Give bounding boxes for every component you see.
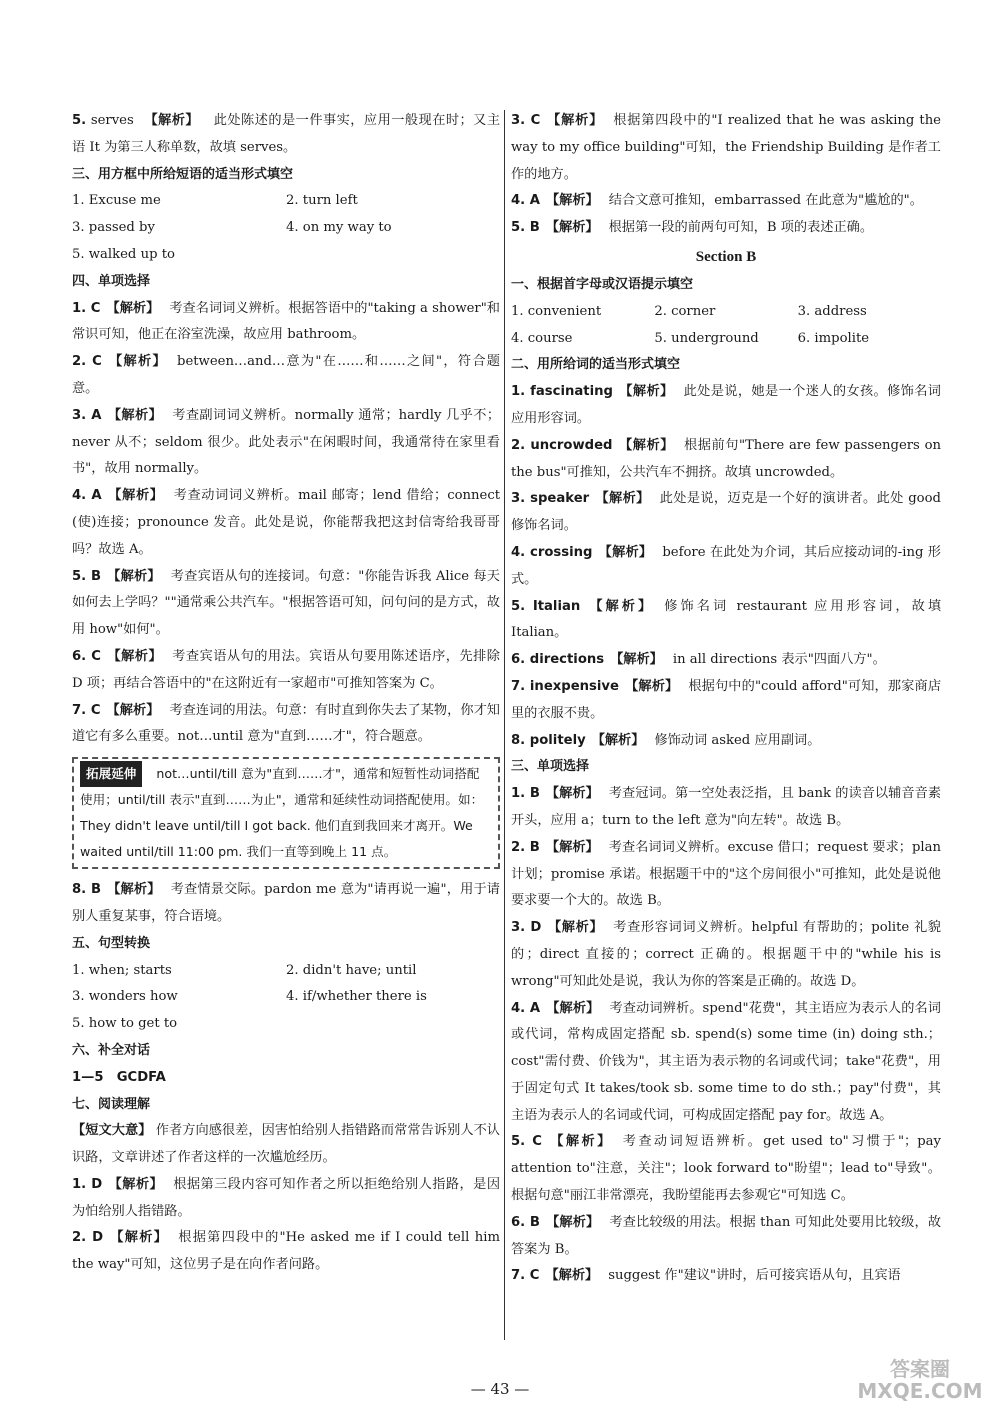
- phrase-row: 5. walked up to: [72, 246, 175, 262]
- answer-item: 5. C 【解析】 考查动词短语辨析。get used to"习惯于"；pay attention to"注意，关注"；look forward to"盼望"；lead to"导致"。根据句意"丽江非常漂亮，我盼望能再去参观它"可知选 C。: [511, 1134, 941, 1204]
- section-heading: 六、补全对话: [72, 1042, 151, 1058]
- answer-item: 1. B 【解析】 考查冠词。第一空处表泛指，且 bank 的读音以辅音音素开头，应用 a；turn to the left 意为"向左转"。故选 B。: [511, 786, 942, 828]
- phrase-row: 3. passed by 4. on my way to: [72, 220, 392, 236]
- answer-item: 1. D 【解析】 根据第三段内容可知作者之所以拒绝给别人指路，是因为怕给别人指错路。: [72, 1176, 501, 1219]
- section-heading: 三、单项选择: [511, 759, 590, 775]
- watermark-logo: 答案圈 MXQE.COM: [857, 1357, 983, 1403]
- answer-item: 7. C 【解析】 suggest 作"建议"讲时，后可接宾语从句，且宾语: [511, 1268, 901, 1284]
- section-heading: 三、用方框中所给短语的适当形式填空: [72, 166, 294, 182]
- extension-label: 拓展延伸: [80, 761, 142, 787]
- section-heading: 一、根据首字母或汉语提示填空: [511, 276, 694, 292]
- answer-item: 1. C 【解析】 考查名词词义辨析。根据答语中的"taking a shower"和常识可知，他正在浴室洗澡，故应用 bathroom。: [72, 300, 500, 343]
- answer-item: 4. A 【解析】 结合文意可推知，embarrassed 在此意为"尴尬的"。: [511, 193, 923, 209]
- phrase-row: 1. Excuse me 2. turn left: [72, 193, 358, 209]
- section-title: Section B: [695, 248, 757, 265]
- section-heading: 二、用所给词的适当形式填空: [511, 357, 681, 373]
- section-heading: 七、阅读理解: [72, 1096, 151, 1112]
- answer-item: 4. A 【解析】 考查动词词义辨析。mail 邮寄；lend 借给；connect (使)连接；pronounce 发音。此处是说，你能帮我把这封信寄给我哥哥吗？故选 A。: [72, 488, 501, 557]
- left-column: [72, 108, 500, 1279]
- summary: 【短文大意】 作者方向感很差，因害怕给别人指错路而常常告诉别人不认识路，文章讲述了作者这样的一次尴尬经历。: [72, 1123, 500, 1166]
- answer-item: 8. politely 【解析】 修饰动词 asked 应用副词。: [511, 732, 821, 748]
- answer-item: 6. directions 【解析】 in all directions 表示"四面八方"。: [511, 652, 886, 668]
- answer-item: 2. C 【解析】 between…and…意为"在……和……之间"，符合题意。: [72, 354, 500, 396]
- answer-item: 3. D 【解析】 考查形容词词义辨析。helpful 有帮助的；polite 礼貌的；direct 直接的；correct 正确的。根据题干中的"while his is wrong"可知此处是说，我认为你的答案是正确的。故选 D。: [511, 920, 941, 989]
- answer-item: 5. B 【解析】 考查宾语从句的连接词。句意："你能告诉我 Alice 每天如何去上学吗？""通常乘公共汽车。"根据答语可知，问句问的是方式，故用 how"如何"。: [72, 568, 500, 638]
- answer-item: 3. speaker 【解析】 此处是说，迈克是一个好的演讲者。此处 good 修饰名词。: [511, 491, 941, 534]
- right-column: [511, 108, 941, 1290]
- dialog-answer: 1—5 GCDFA: [72, 1069, 166, 1085]
- answer-item: 7. inexpensive 【解析】 根据句中的"could afford"可知，那家商店里的衣服不贵。: [511, 678, 942, 721]
- answer-item: 5. B 【解析】 根据第一段的前两句可知，B 项的表述正确。: [511, 220, 874, 236]
- answer-item: 2. D 【解析】 根据第四段中的"He asked me if I could tell him the way"可知，这位男子是在向作者问路。: [72, 1230, 500, 1273]
- transform-row: 3. wonders how 4. if/whether there is: [72, 989, 427, 1005]
- blank-row: 1. convenient 2. corner 3. address: [511, 303, 867, 319]
- answer-item: 2. B 【解析】 考查名词词义辨析。excuse 借口；request 要求；plan 计划；promise 承诺。根据题干中的"这个房间很小"可推知，此处是说他要求要一个大的。故选 B。: [511, 839, 941, 909]
- answer-item: 2. uncrowded 【解析】 根据前句"There are few passengers on the bus"可推知，公共汽车不拥挤。故填 uncrowded。: [511, 437, 942, 480]
- answer-item: 6. C 【解析】 考查宾语从句的用法。宾语从句要用陈述语序，先排除 D 项；再结合答语中的"在这附近有一家超市"可推知答案为 C。: [72, 648, 500, 691]
- answer-item: 7. C 【解析】 考查连词的用法。句意：有时直到你失去了某物，你才知道它有多么重要。not…until 意为"直到……才"，符合题意。: [72, 702, 500, 745]
- blank-row: 4. course 5. underground 6. impolite: [511, 330, 870, 346]
- answer-item: 8. B 【解析】 考查情景交际。pardon me 意为"请再说一遍"，用于请别人重复某事，符合语境。: [72, 882, 500, 924]
- answer-item: 5. serves 【解析】 此处陈述的是一件事实，应用一般现在时；又主语 It 为第三人称单数，故填 serves。: [72, 113, 501, 155]
- section-heading: 五、句型转换: [72, 935, 151, 951]
- answer-item: 4. crossing 【解析】 before 在此处为介词，其后应接动词的-ing 形式。: [511, 544, 941, 587]
- transform-row: 1. when; starts 2. didn't have; until: [72, 962, 417, 978]
- answer-item: 3. A 【解析】 考查副词词义辨析。normally 通常；hardly 几乎不；never 从不；seldom 很少。此处表示"在闲暇时间，我通常待在家里看书"，故用 normally。: [72, 407, 501, 477]
- page-number: — 43 —: [470, 1380, 530, 1398]
- extension-box: [72, 757, 500, 869]
- answer-item: 3. C 【解析】 根据第四段中的"I realized that he was asking the way to my office building"可知，the Friendship Building 是作者工作的地方。: [511, 113, 941, 182]
- answer-item: 4. A 【解析】 考查动词辨析。spend"花费"，其主语应为表示人的名词或代词，常构成固定搭配 sb. spend(s) some time (in) doing sth.；cost"需付费、价钱为"，其主语为表示物的名词或代词；take"花费"，用于固定句式 It takes/took sb. some time to do sth.；pay"付费"，其主语为表示人的名词或代词，可构成固定搭配 pay for。故选 A。: [511, 1000, 941, 1123]
- extension-text: not…until/till 意为"直到……才"，通常和短暂性动词搭配使用；until/till 表示"直到……为止"，通常和延续性动词搭配使用。如：They didn't leave until/till I got back. 他们直到我回来才离开。We waited until/till 11:00 pm. 我们一直等到晚上 11 点。: [80, 766, 484, 860]
- transform-row: 5. how to get to: [72, 1016, 178, 1032]
- answer-item: 5. Italian 【解析】 修饰名词 restaurant 应用形容词，故填 Italian。: [511, 598, 942, 641]
- section-heading: 四、单项选择: [72, 273, 151, 289]
- column-divider: [504, 110, 505, 1340]
- answer-item: 6. B 【解析】 考查比较级的用法。根据 than 可知此处要用比较级，故答案为 B。: [511, 1214, 942, 1257]
- answer-item: 1. fascinating 【解析】 此处是说，她是一个迷人的女孩。修饰名词应用形容词。: [511, 384, 941, 426]
